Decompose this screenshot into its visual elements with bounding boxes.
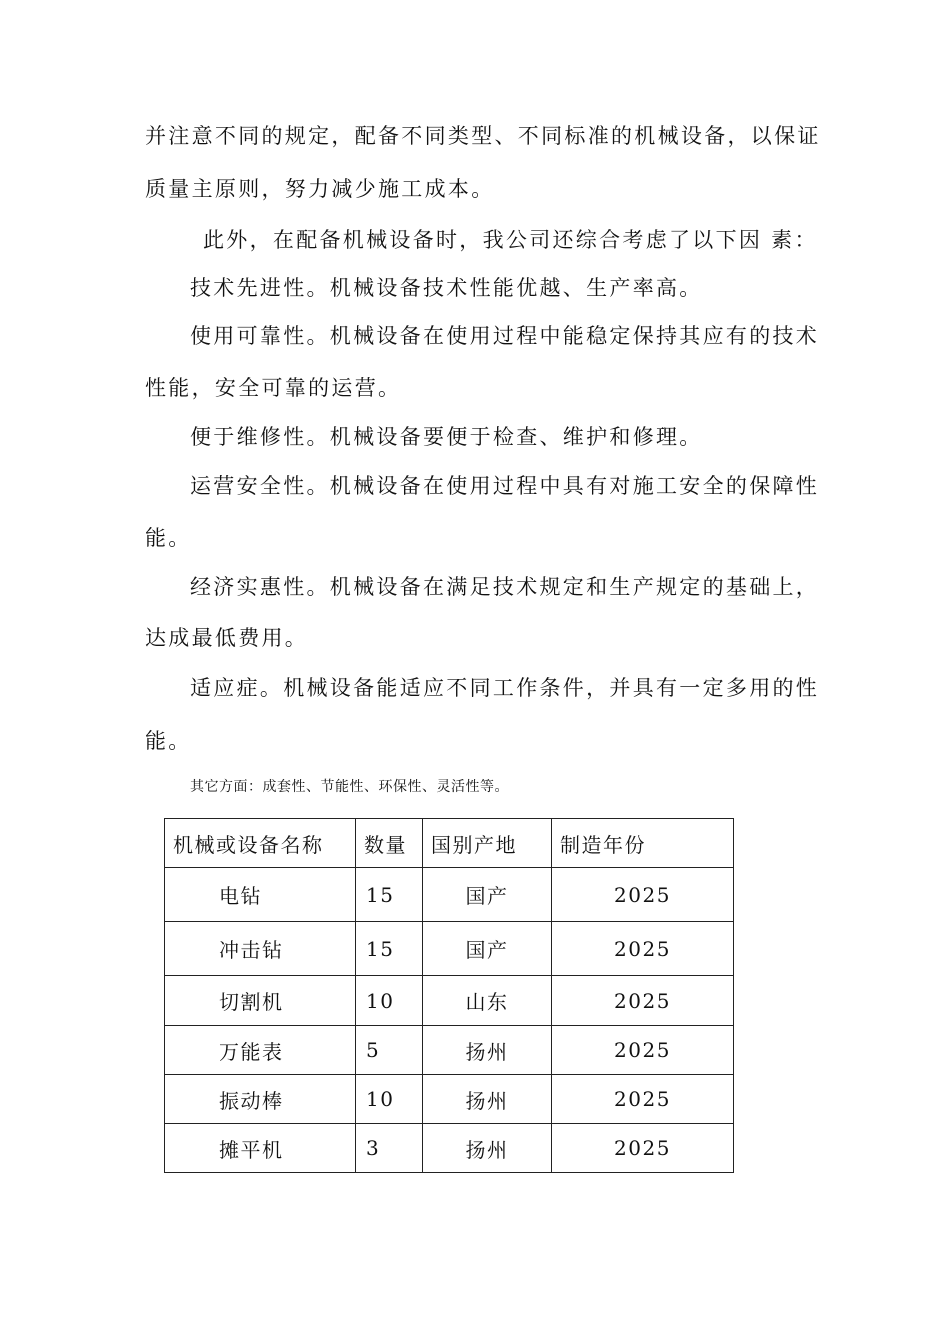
paragraph-line: 质量主原则，努力减少施工成本。: [145, 177, 495, 201]
paragraph-line: 能。: [145, 729, 192, 753]
cell-year: 2025: [552, 976, 734, 1026]
table-row: [165, 1026, 734, 1075]
table-row: [165, 976, 734, 1026]
table-header-row: [165, 819, 734, 868]
table-row: [165, 922, 734, 976]
cell-origin: 国产: [423, 922, 552, 976]
header-cell-name: 机械或设备名称: [165, 819, 356, 868]
cell-qty: 10: [356, 1075, 423, 1124]
cell-origin: 国产: [423, 868, 552, 922]
paragraph-line: 性能，安全可靠的运营。: [145, 376, 402, 400]
cell-name: 切割机: [165, 976, 356, 1026]
table-row: [165, 868, 734, 922]
cell-name: 万能表: [165, 1026, 356, 1075]
header-cell-origin: 国别产地: [423, 819, 552, 868]
paragraph-line: 技术先进性。机械设备技术性能优越、生产率高。: [190, 276, 703, 300]
paragraph-line: 便于维修性。机械设备要便于检查、维护和修理。: [190, 425, 703, 449]
cell-year: 2025: [552, 922, 734, 976]
cell-origin: 扬州: [423, 1026, 552, 1075]
header-cell-qty: 数量: [356, 819, 423, 868]
cell-qty: 5: [356, 1026, 423, 1075]
cell-origin: 扬州: [423, 1124, 552, 1173]
cell-qty: 15: [356, 868, 423, 922]
paragraph-line: 此外，在配备机械设备时，我公司还综合考虑了以下因 素：: [203, 228, 818, 252]
table-row: [165, 1075, 734, 1124]
cell-name: 摊平机: [165, 1124, 356, 1173]
cell-year: 2025: [552, 1124, 734, 1173]
cell-qty: 3: [356, 1124, 423, 1173]
cell-year: 2025: [552, 1075, 734, 1124]
cell-qty: 15: [356, 922, 423, 976]
equipment-table: [164, 818, 734, 1173]
paragraph-line: 经济实惠性。机械设备在满足技术规定和生产规定的基础上，: [190, 575, 820, 599]
cell-name: 冲击钻: [165, 922, 356, 976]
paragraph-line: 达成最低费用。: [145, 626, 309, 650]
cell-origin: 扬州: [423, 1075, 552, 1124]
cell-name: 振动棒: [165, 1075, 356, 1124]
cell-qty: 10: [356, 976, 423, 1026]
header-cell-year: 制造年份: [552, 819, 734, 868]
table-row: [165, 1124, 734, 1173]
cell-year: 2025: [552, 868, 734, 922]
cell-origin: 山东: [423, 976, 552, 1026]
paragraph-line: 能。: [145, 526, 192, 550]
note-line: 其它方面：成套性、节能性、环保性、灵活性等。: [190, 779, 509, 795]
paragraph-line: 使用可靠性。机械设备在使用过程中能稳定保持其应有的技术: [190, 324, 820, 348]
cell-name: 电钻: [165, 868, 356, 922]
paragraph-line: 适应症。机械设备能适应不同工作条件，并具有一定多用的性: [190, 676, 820, 700]
paragraph-line: 运营安全性。机械设备在使用过程中具有对施工安全的保障性: [190, 474, 820, 498]
cell-year: 2025: [552, 1026, 734, 1075]
paragraph-line: 并注意不同的规定，配备不同类型、不同标准的机械设备，以保证: [145, 124, 821, 148]
